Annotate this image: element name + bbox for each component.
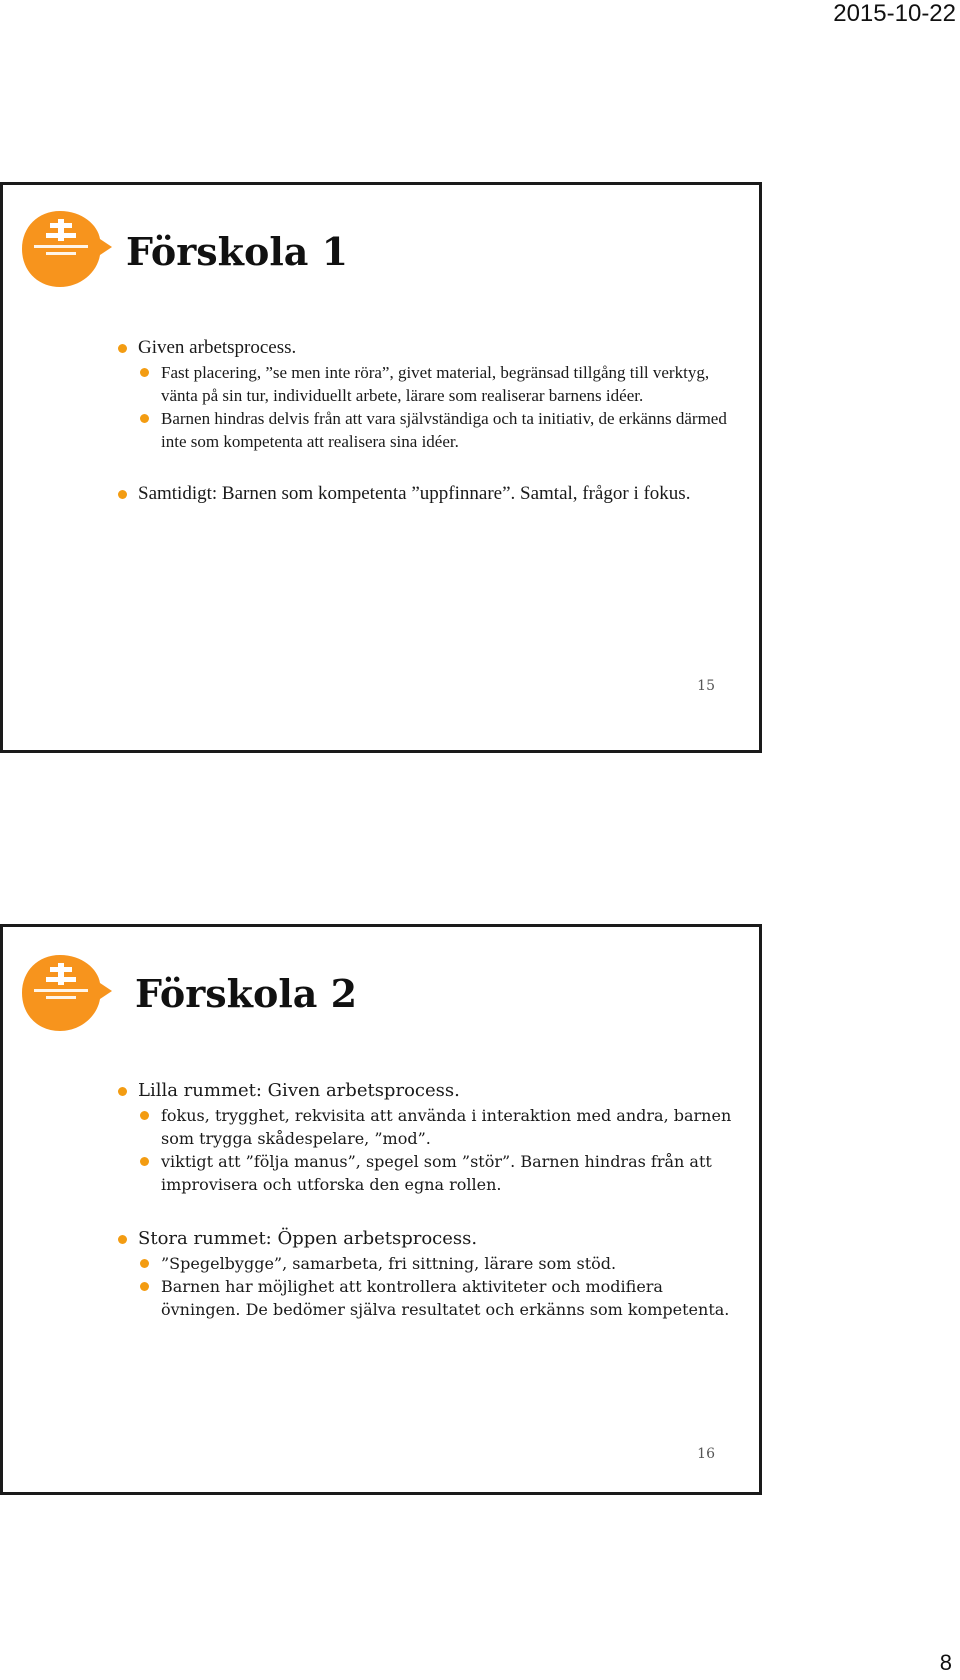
- bullet-list: [118, 335, 738, 507]
- bullet-list: [118, 1078, 738, 1321]
- bullet-dot-icon: [140, 1259, 149, 1268]
- list-item: ”Spegelbygge”, samarbeta, fri sittning, lärare som stöd.: [118, 1252, 738, 1275]
- page-number: 8: [939, 1650, 952, 1675]
- page-date: 2015-10-22: [833, 0, 956, 27]
- slide-number: 16: [697, 1446, 715, 1462]
- university-logo: [20, 953, 112, 1033]
- bullet-dot-icon: [140, 414, 149, 423]
- slide-1: [0, 182, 762, 753]
- list-item: Lilla rummet: Given arbetsprocess.: [118, 1078, 738, 1104]
- bullet-dot-icon: [140, 1157, 149, 1166]
- list-item: fokus, trygghet, rekvisita att använda i interaktion med andra, barnen som trygga skådespelare, ”mod”.: [118, 1104, 738, 1150]
- list-item: Barnen hindras delvis från att vara självständiga och ta initiativ, de erkänns därmed inte som kompetenta att realisera sina idéer.: [118, 407, 738, 453]
- slide-number: 15: [697, 678, 715, 694]
- bullet-dot-icon: [118, 1235, 127, 1244]
- slide-2: [0, 924, 762, 1495]
- list-item: Stora rummet: Öppen arbetsprocess.: [118, 1226, 738, 1252]
- list-item: Given arbetsprocess.: [118, 335, 738, 361]
- slide-title: Förskola 1: [126, 229, 349, 274]
- bullet-dot-icon: [140, 1111, 149, 1120]
- university-logo: [20, 209, 112, 289]
- bullet-dot-icon: [118, 490, 127, 499]
- slide-title: Förskola 2: [135, 971, 358, 1016]
- list-item: viktigt att ”följa manus”, spegel som ”stör”. Barnen hindras från att improvisera och utforska den egna rollen.: [118, 1150, 738, 1196]
- list-item: Fast placering, ”se men inte röra”, givet material, begränsad tillgång till verktyg, vänta på sin tur, individuellt arbete, lärare som realiserar barnens idéer.: [118, 361, 738, 407]
- bullet-dot-icon: [140, 368, 149, 377]
- bullet-dot-icon: [140, 1282, 149, 1291]
- bullet-dot-icon: [118, 1087, 127, 1096]
- bullet-dot-icon: [118, 344, 127, 353]
- list-item: Samtidigt: Barnen som kompetenta ”uppfinnare”. Samtal, frågor i fokus.: [118, 481, 738, 507]
- list-item: Barnen har möjlighet att kontrollera aktiviteter och modifiera övningen. De bedömer själva resultatet och erkänns som kompetenta.: [118, 1275, 738, 1321]
